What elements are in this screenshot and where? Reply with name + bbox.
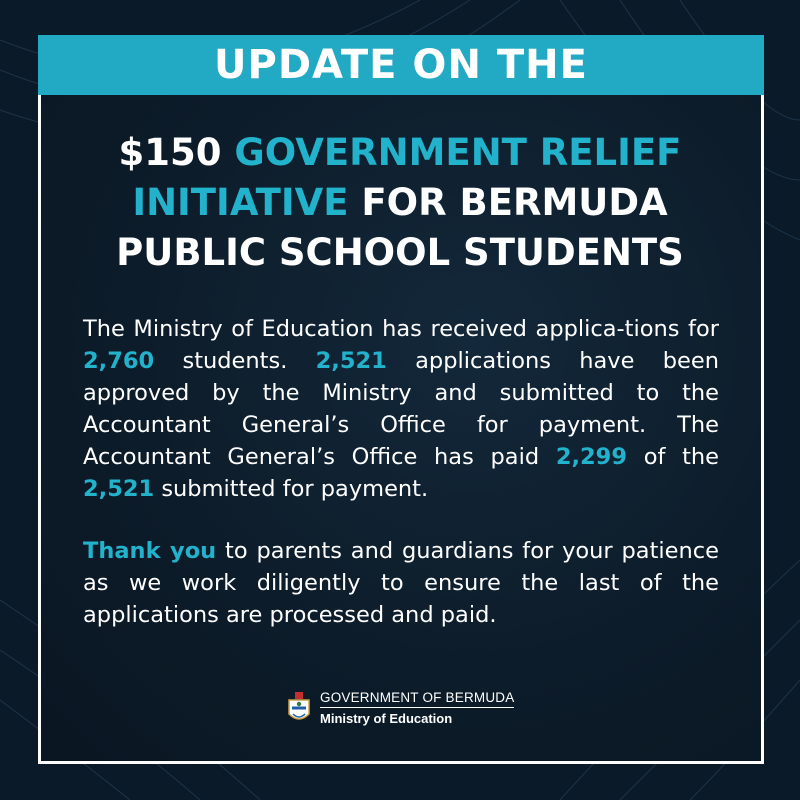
update-paragraph — [83, 313, 719, 505]
government-label: GOVERNMENT OF BERMUDA — [320, 690, 514, 708]
applications-submitted-count: 2,521 — [83, 476, 155, 502]
ministry-label: Ministry of Education — [320, 711, 453, 726]
headline-rest: FOR BERMUDA PUBLIC SCHOOL STUDENTS — [116, 181, 684, 274]
headline-amount: $150 — [118, 131, 222, 174]
paragraph-text: to parents and guardians for your patience as we work diligently to ensure the last of the applications are processed and paid. — [83, 538, 719, 628]
thank-you-paragraph — [83, 535, 719, 631]
applications-paid-count: 2,299 — [555, 444, 627, 470]
thank-you-highlight: Thank you — [83, 538, 217, 564]
paragraph-text: applications have been approved by the Ministry and submitted to the Accountant General’s Office for payment. The Accountant General’s Office has paid — [83, 348, 719, 470]
banner-title: UPDATE ON THE — [214, 42, 588, 88]
headline-accent: GOVERNMENT RELIEF INITIATIVE — [132, 131, 682, 224]
bermuda-crest-icon — [286, 690, 312, 726]
paragraph-text: of the — [643, 444, 719, 470]
paragraph-text: students. — [182, 348, 288, 374]
applications-approved-count: 2,521 — [315, 348, 387, 374]
applications-received-count: 2,760 — [83, 348, 155, 374]
paragraph-text: submitted for payment. — [161, 476, 429, 502]
paragraph-text: The Ministry of Education has received applica-tions for — [83, 316, 719, 342]
footer-logo — [286, 687, 526, 729]
headline — [60, 128, 740, 278]
title-banner — [38, 35, 764, 95]
